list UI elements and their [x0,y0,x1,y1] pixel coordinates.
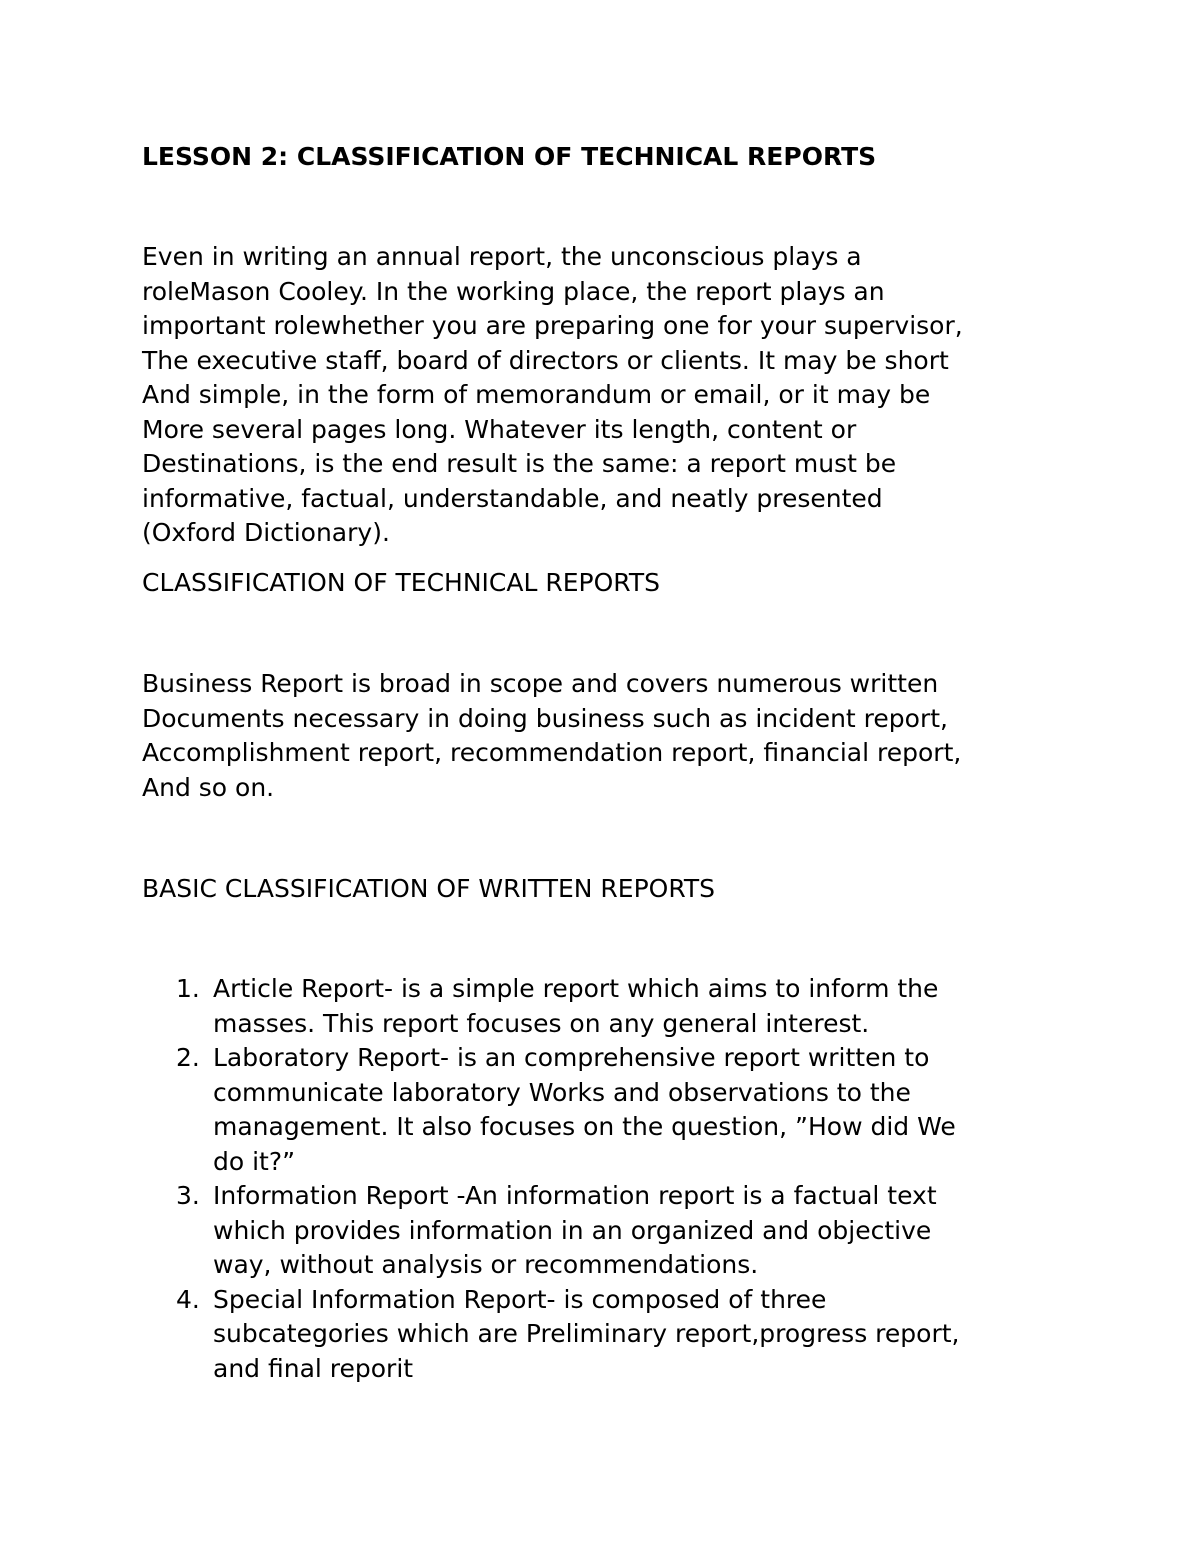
intro-line: Even in writing an annual report, the unconscious plays a [142,242,862,271]
intro-line: important rolewhether you are preparing one for your supervisor, [142,311,963,340]
intro-line: Destinations, is the end result is the same: a report must be [142,449,897,478]
list-line: Article Report- is a simple report which aims to inform the [213,974,939,1003]
list-line: masses. This report focuses on any general interest. [213,1008,870,1038]
list-number: 1. [176,974,200,1003]
list-line: communicate laboratory Works and observations to the [213,1077,911,1107]
list-item-information-report [142,1179,959,1283]
intro-line: And simple, in the form of memorandum or email, or it may be [142,380,931,409]
intro-paragraph [142,240,963,551]
intro-line: informative, factual, understandable, and neatly presented [142,483,883,513]
intro-line: roleMason Cooley. In the working place, the report plays an [142,276,885,306]
list-line: subcategories which are Preliminary report,progress report, [213,1319,960,1348]
business-report-paragraph [142,667,961,805]
list-line: Special Information Report- is composed of three [213,1284,827,1314]
intro-line: The executive staff, board of directors or clients. It may be short [142,345,949,375]
list-item-article-report [142,972,959,1041]
list-number: 4. [176,1284,200,1314]
list-line: do it?” [213,1146,296,1176]
list-line: management. It also focuses on the question, ”How did We [213,1112,956,1141]
list-line: which provides information in an organized and objective [213,1215,932,1245]
section-heading-classification: CLASSIFICATION OF TECHNICAL REPORTS [142,568,660,597]
list-line: Laboratory Report- is an comprehensive report written to [213,1043,930,1072]
list-line: Information Report -An information report is a factual text [213,1181,937,1210]
business-line: Accomplishment report, recommendation report, financial report, [142,738,962,767]
business-line: Business Report is broad in scope and covers numerous written [142,669,939,698]
list-item-laboratory-report [142,1041,959,1179]
report-types-list [142,972,959,1386]
business-line: Documents necessary in doing business such as incident report, [142,703,948,733]
list-number: 3. [176,1181,200,1210]
list-line: and final reporit [213,1353,414,1383]
list-line: way, without analysis or recommendations. [213,1250,759,1279]
business-line: And so on. [142,772,275,802]
list-item-special-information-report [142,1283,959,1387]
section-heading-basic-classification: BASIC CLASSIFICATION OF WRITTEN REPORTS [142,874,716,903]
page-title: LESSON 2: CLASSIFICATION OF TECHNICAL REPORTS [142,142,877,171]
intro-line: More several pages long. Whatever its length, content or [142,414,857,444]
intro-line: (Oxford Dictionary). [142,518,390,547]
list-number: 2. [176,1043,200,1072]
